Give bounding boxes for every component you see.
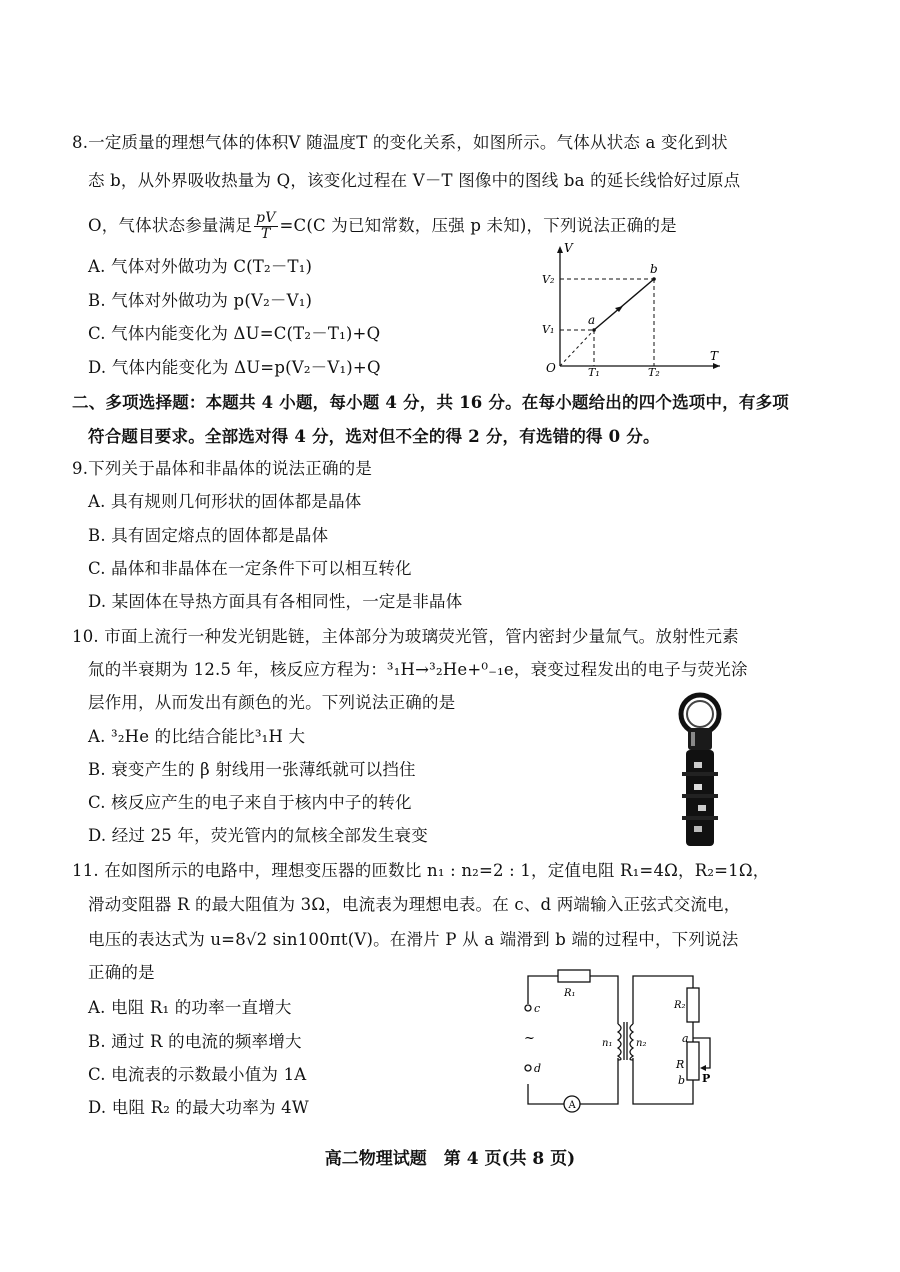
q10-stem-line1: 10. 市面上流行一种发光钥匙链，主体部分为玻璃荧光管，管内密封少量氚气。放射性元素 (72, 627, 739, 646)
q9-option-c: C. 晶体和非晶体在一定条件下可以相互转化 (88, 559, 412, 578)
t1-label: T₁ (588, 366, 600, 376)
q11-circuit (518, 966, 718, 1116)
q8-option-d: D. 气体内能变化为 ΔU=p(V₂－V₁)+Q (88, 358, 381, 377)
q8-stem-line2: 态 b，从外界吸收热量为 Q，该变化过程在 V－T 图像中的图线 ba 的延长线恰好过原点 (88, 171, 741, 190)
q10-option-a: A. ³₂He 的比结合能比³₁H 大 (88, 727, 306, 746)
q8-frac-num: pV (256, 210, 276, 226)
c-label: c (534, 1002, 541, 1015)
q11-option-c: C. 电流表的示数最小值为 1A (88, 1065, 307, 1084)
v1-label: V₁ (542, 323, 555, 336)
q8-stem-line1: 8.一定质量的理想气体的体积V 随温度T 的变化关系，如图所示。气体从状态 a 变化到状 (72, 133, 728, 152)
q10-option-d: D. 经过 25 年，荧光管内的氚核全部发生衰变 (88, 826, 428, 845)
b-terminal-label: b (678, 1074, 686, 1087)
coil-n1 (618, 1024, 621, 1060)
q9-option-d: D. 某固体在导热方面具有各相同性，一定是非晶体 (88, 592, 463, 611)
q11-stem-line2: 滑动变阻器 R 的最大阻值为 3Ω，电流表为理想电表。在 c、d 两端输入正弦式交流电， (88, 895, 741, 914)
n1-label: n₁ (602, 1038, 613, 1049)
section2-line1: 二、多项选择题：本题共 4 小题，每小题 4 分，共 16 分。在每小题给出的四个选项中，有多项 (72, 393, 789, 412)
q8-stem-line3-pre: O，气体状态参量满足 (88, 216, 253, 235)
q9-option-b: B. 具有固定熔点的固体都是晶体 (88, 526, 329, 545)
r2-label: R₂ (674, 1000, 686, 1011)
ammeter-label: A (568, 1100, 576, 1111)
section2-line2: 符合题目要求。全部选对得 4 分，选对但不全的得 2 分，有选错的得 0 分。 (88, 427, 660, 446)
q8-option-b: B. 气体对外做功为 p(V₂－V₁) (88, 291, 313, 310)
terminal-d (525, 1065, 531, 1071)
q11-stem-line1: 11. 在如图所示的电路中，理想变压器的匝数比 n₁ : n₂=2 : 1，定值电阻 R₁=4Ω，R₂=1Ω， (72, 861, 770, 880)
a-label: a (588, 313, 596, 327)
q10-stem-line2: 氚的半衰期为 12.5 年，核反应方程为：³₁H→³₂He+⁰₋₁e，衰变过程发出的电子与荧光涂 (88, 660, 748, 679)
wire-top-left (528, 976, 558, 1004)
a-terminal-label: a (682, 1032, 689, 1045)
x-axis-arrow (713, 363, 720, 369)
q8-frac-den: T (261, 226, 271, 242)
q8-fraction (254, 211, 277, 242)
q8-stem-line3-post: =C(C 为已知常数，压强 p 未知)，下列说法正确的是 (279, 216, 677, 235)
keychain-image (665, 692, 735, 852)
terminal-c (525, 1005, 531, 1011)
resistor-r1 (558, 970, 590, 982)
y-axis-label: V (564, 241, 573, 255)
origin-label: O (546, 361, 556, 375)
resistor-r2 (687, 988, 699, 1022)
y-axis-arrow (557, 246, 563, 253)
point-b (652, 277, 656, 281)
page-footer: 高二物理试题 第 4 页(共 8 页) (324, 1149, 576, 1169)
q9-stem: 9.下列关于晶体和非晶体的说法正确的是 (72, 459, 373, 478)
p-slider-label: P (702, 1072, 711, 1085)
v2-label: V₂ (542, 273, 555, 286)
point-a (592, 328, 596, 332)
wire-bottom-right (580, 1058, 618, 1104)
q10-option-c: C. 核反应产生的电子来自于核内中子的转化 (88, 793, 412, 812)
process-line-ab (594, 279, 654, 330)
extension-dashed-line (560, 330, 594, 366)
q11-option-d: D. 电阻 R₂ 的最大功率为 4W (88, 1098, 309, 1117)
q8-option-a: A. 气体对外做功为 C(T₂－T₁) (88, 257, 313, 276)
b-label: b (650, 262, 658, 276)
q8-option-c: C. 气体内能变化为 ΔU=C(T₂－T₁)+Q (88, 324, 381, 343)
wire-bottom-left (528, 1084, 564, 1104)
q8-vt-graph (530, 236, 730, 376)
x-axis-label: T (710, 349, 719, 363)
d-label: d (534, 1062, 542, 1075)
rheostat-r (687, 1042, 699, 1080)
q10-option-b: B. 衰变产生的 β 射线用一张薄纸就可以挡住 (88, 760, 416, 779)
ac-symbol: ~ (524, 1031, 535, 1046)
r1-label: R₁ (564, 988, 576, 999)
q11-option-b: B. 通过 R 的电流的频率增大 (88, 1032, 302, 1051)
n2-label: n₂ (636, 1038, 647, 1049)
slider-arrow (700, 1065, 706, 1071)
r-label: R (676, 1058, 685, 1071)
t2-label: T₂ (648, 366, 660, 376)
q11-stem-line3: 电压的表达式为 u=8√2 sin100πt(V)。在滑片 P 从 a 端滑到 b 端的过程中，下列说法 (88, 930, 739, 949)
q9-option-a: A. 具有规则几何形状的固体都是晶体 (88, 492, 362, 511)
q10-stem-line3: 层作用，从而发出有颜色的光。下列说法正确的是 (88, 693, 456, 712)
q11-stem-line4: 正确的是 (88, 963, 155, 982)
wire-top-right (590, 976, 618, 1024)
q11-option-a: A. 电阻 R₁ 的功率一直增大 (88, 998, 292, 1017)
coil-n2 (630, 1024, 633, 1060)
